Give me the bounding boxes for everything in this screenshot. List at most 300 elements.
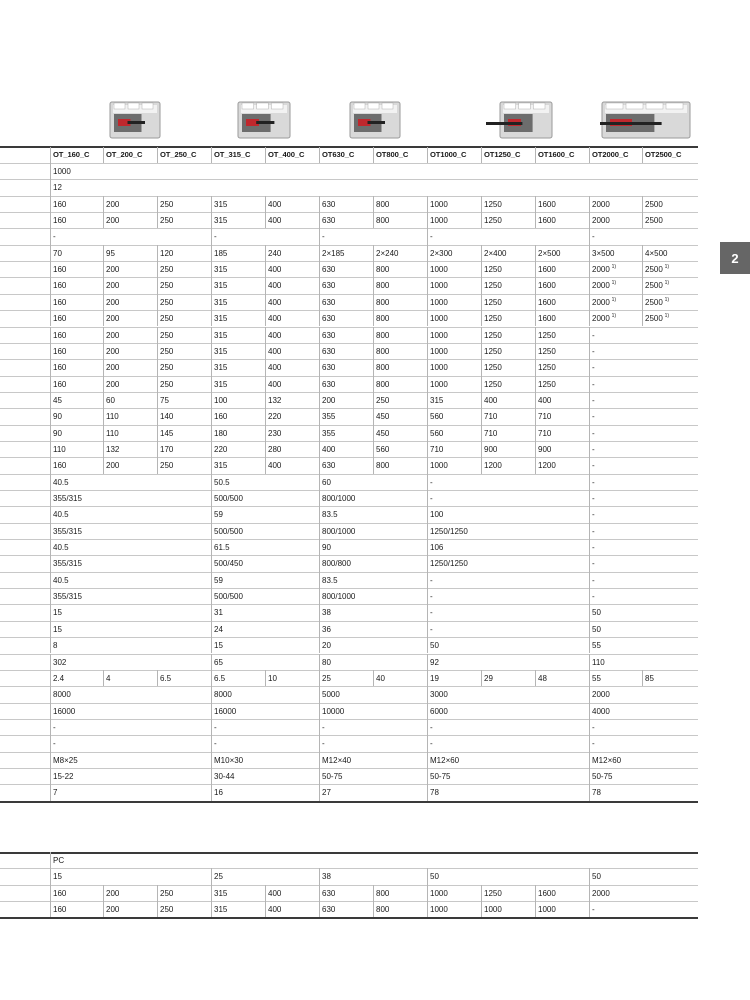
table-cell: -	[430, 739, 433, 749]
column-divider	[589, 752, 590, 768]
table-cell: 27	[322, 788, 331, 798]
table-cell: -	[430, 494, 433, 503]
table-cell: 710	[538, 428, 552, 438]
column-divider	[589, 457, 590, 473]
column-divider	[319, 310, 320, 326]
footnote-mark: 1)	[664, 264, 670, 271]
table-cell: 315	[214, 265, 228, 275]
column-divider	[373, 392, 374, 408]
column-divider	[535, 294, 536, 310]
table-cell: 50	[592, 608, 601, 618]
table-cell: 2000	[592, 888, 610, 898]
column-header: OT630_C	[322, 150, 355, 159]
table-cell: 400	[268, 363, 282, 373]
column-divider	[535, 376, 536, 392]
table-cell: 75	[160, 395, 169, 405]
table-cell: 1250/1250	[430, 526, 468, 536]
table-cell: 50-75	[322, 771, 343, 781]
table-cell: 59	[214, 510, 223, 520]
table-cell: 1000	[430, 888, 448, 898]
table-cell: 160	[53, 346, 67, 356]
table-cell: 2000	[592, 281, 610, 291]
column-divider	[589, 588, 590, 604]
column-header: OT_315_C	[214, 150, 251, 159]
column-divider	[589, 654, 590, 670]
table-cell: 250	[376, 395, 390, 405]
table-cell: 40	[376, 673, 385, 683]
table-cell: M12×60	[430, 755, 460, 765]
column-divider	[50, 277, 51, 293]
table-cell: 110	[106, 412, 119, 422]
column-divider	[319, 588, 320, 604]
column-divider	[481, 245, 482, 261]
column-divider	[211, 523, 212, 539]
table-cell: 1600	[538, 888, 556, 898]
table-cell: 800	[376, 461, 390, 471]
table-cell: 10000	[322, 706, 345, 716]
table-cell: 315	[214, 379, 228, 389]
column-divider	[103, 376, 104, 392]
table-cell: 1250	[484, 297, 502, 307]
column-header: OT_250_C	[160, 150, 197, 159]
table-cell: 200	[106, 346, 120, 356]
column-divider	[589, 376, 590, 392]
table-cell: 560	[430, 428, 444, 438]
column-divider	[427, 572, 428, 588]
column-divider	[319, 294, 320, 310]
table-cell: 2000	[592, 314, 610, 324]
column-divider	[319, 457, 320, 473]
table-cell: 630	[322, 281, 336, 291]
table-cell: 2×500	[538, 248, 561, 258]
column-divider	[481, 901, 482, 917]
column-divider	[481, 441, 482, 457]
column-divider	[373, 277, 374, 293]
column-divider	[427, 457, 428, 473]
column-divider	[157, 327, 158, 343]
table-cell: 50	[592, 624, 601, 634]
column-divider	[50, 784, 51, 800]
column-divider	[319, 245, 320, 261]
table-cell: 200	[106, 297, 120, 307]
column-divider	[50, 490, 51, 506]
table-cell: PC	[53, 856, 65, 865]
column-divider	[319, 572, 320, 588]
column-divider	[50, 327, 51, 343]
column-divider	[211, 490, 212, 506]
table-cell: 90	[53, 428, 62, 438]
column-divider	[319, 703, 320, 719]
column-divider	[319, 359, 320, 375]
column-divider	[50, 621, 51, 637]
column-divider	[157, 408, 158, 424]
column-divider	[50, 539, 51, 555]
table-cell: 1000	[430, 363, 448, 373]
column-divider	[103, 310, 104, 326]
column-divider	[50, 147, 51, 163]
column-divider	[373, 359, 374, 375]
table-cell: 400	[268, 461, 282, 471]
table-cell: M12×60	[592, 755, 622, 765]
column-divider	[50, 163, 51, 179]
table-cell: 355	[322, 428, 336, 438]
column-divider	[157, 376, 158, 392]
table-cell: -	[322, 232, 325, 242]
table-cell: 250	[160, 379, 174, 389]
table-cell: -	[592, 526, 595, 536]
column-divider	[373, 425, 374, 441]
table-cell: 110	[592, 657, 605, 667]
table-cell: 230	[268, 428, 282, 438]
table-cell: -	[430, 592, 433, 602]
table-cell: 16	[214, 788, 223, 798]
column-divider	[373, 310, 374, 326]
table-cell: 2500	[645, 297, 663, 307]
column-divider	[642, 212, 643, 228]
table-cell: 200	[106, 363, 120, 373]
column-divider	[481, 343, 482, 359]
column-divider	[157, 457, 158, 473]
table-cell: -	[430, 608, 433, 618]
table-cell: 630	[322, 461, 336, 471]
column-divider	[319, 261, 320, 277]
table-cell: 160	[53, 297, 67, 307]
column-divider	[373, 261, 374, 277]
table-cell: 1250	[538, 379, 556, 389]
column-divider	[103, 359, 104, 375]
section-tab[interactable]: 2	[720, 242, 750, 274]
row-divider	[0, 163, 698, 164]
column-divider	[211, 343, 212, 359]
column-divider	[265, 277, 266, 293]
column-divider	[535, 408, 536, 424]
column-divider	[589, 506, 590, 522]
column-divider	[481, 408, 482, 424]
column-divider	[50, 179, 51, 195]
column-divider	[427, 735, 428, 751]
footnote-mark: 1)	[611, 280, 617, 287]
column-divider	[535, 901, 536, 917]
column-divider	[265, 294, 266, 310]
column-divider	[319, 408, 320, 424]
table-cell: 1000	[430, 297, 448, 307]
table-cell: 15	[53, 624, 62, 634]
table-cell: 16000	[214, 706, 237, 716]
table-cell: 2500	[645, 281, 663, 291]
table-cell: 106	[430, 543, 444, 553]
table-cell: 70	[53, 248, 62, 258]
column-divider	[589, 901, 590, 917]
column-divider	[642, 147, 643, 163]
table-cell: 630	[322, 199, 336, 209]
table-cell: 400	[268, 216, 282, 226]
column-divider	[265, 885, 266, 901]
column-divider	[50, 376, 51, 392]
column-divider	[535, 245, 536, 261]
column-divider	[373, 196, 374, 212]
table-cell: 1000	[430, 281, 448, 291]
column-divider	[50, 852, 51, 868]
table-cell: 50-75	[430, 771, 451, 781]
table-cell: 50.5	[214, 477, 230, 487]
column-divider	[481, 359, 482, 375]
table-cell: 160	[53, 888, 67, 898]
switch-disconnector-2000-icon	[600, 100, 718, 151]
column-divider	[157, 441, 158, 457]
column-divider	[481, 392, 482, 408]
column-divider	[589, 572, 590, 588]
table-cell: 800	[376, 216, 390, 226]
column-divider	[50, 212, 51, 228]
table-cell: 1250	[484, 888, 502, 898]
column-divider	[427, 294, 428, 310]
column-divider	[481, 327, 482, 343]
column-divider	[211, 506, 212, 522]
column-divider	[319, 868, 320, 884]
column-divider	[427, 885, 428, 901]
table-cell: 1600	[538, 199, 556, 209]
table-cell: 630	[322, 888, 336, 898]
table-cell: 78	[592, 788, 601, 798]
table-cell: 200	[106, 379, 120, 389]
column-divider	[319, 147, 320, 163]
table-cell: 2500	[645, 199, 663, 209]
column-divider	[373, 212, 374, 228]
table-cell: 1250	[484, 281, 502, 291]
table-cell: 1000	[430, 379, 448, 389]
column-divider	[589, 408, 590, 424]
table-cell: 40.5	[53, 543, 69, 553]
column-divider	[589, 474, 590, 490]
table-cell: -	[592, 412, 595, 422]
column-divider	[50, 901, 51, 917]
column-divider	[427, 654, 428, 670]
table-cell: 2.4	[53, 673, 65, 683]
column-divider	[50, 245, 51, 261]
column-divider	[211, 703, 212, 719]
table-bottom-rule	[0, 801, 698, 803]
column-divider	[319, 441, 320, 457]
column-divider	[319, 719, 320, 735]
column-divider	[535, 310, 536, 326]
table-cell: 200	[106, 216, 120, 226]
table-cell: 5000	[322, 690, 340, 700]
table-cell: 60	[322, 477, 331, 487]
switch-disconnector-medium-icon	[236, 100, 318, 151]
column-divider	[642, 196, 643, 212]
column-divider	[211, 212, 212, 228]
column-divider	[211, 784, 212, 800]
table-cell: 1250	[484, 199, 502, 209]
column-divider	[319, 212, 320, 228]
column-divider	[319, 901, 320, 917]
table-cell: -	[592, 575, 595, 585]
table-cell: 15-22	[53, 771, 74, 781]
table-cell: 1000	[430, 330, 448, 340]
column-divider	[319, 654, 320, 670]
table-cell: 1200	[538, 461, 556, 471]
switch-disconnector-1000-icon	[486, 100, 568, 151]
table-cell: 1000	[53, 167, 71, 176]
column-divider	[427, 228, 428, 244]
column-divider	[265, 196, 266, 212]
table-cell: 500/500	[214, 526, 243, 536]
table-cell: 2500	[645, 265, 663, 275]
column-divider	[157, 392, 158, 408]
table-cell: 30-44	[214, 771, 235, 781]
column-divider	[265, 441, 266, 457]
table-cell: 1250	[484, 379, 502, 389]
table-cell: 800	[376, 281, 390, 291]
table-cell: -	[214, 722, 217, 732]
table-cell: 24	[214, 624, 223, 634]
column-divider	[319, 327, 320, 343]
table-cell: 1000	[430, 265, 448, 275]
column-divider	[481, 885, 482, 901]
column-divider	[373, 147, 374, 163]
table-cell: 1000	[430, 199, 448, 209]
table-cell: 2×300	[430, 248, 453, 258]
column-divider	[427, 784, 428, 800]
table-cell: 2000	[592, 216, 610, 226]
column-divider	[157, 294, 158, 310]
column-divider	[535, 425, 536, 441]
table-cell: 1600	[538, 297, 556, 307]
column-divider	[535, 441, 536, 457]
table-cell: -	[592, 395, 595, 405]
table-cell: 1250	[484, 346, 502, 356]
column-divider	[265, 457, 266, 473]
table-cell: 160	[53, 330, 67, 340]
table-cell: 1250	[538, 346, 556, 356]
column-header: OT_160_C	[53, 150, 90, 159]
column-divider	[589, 359, 590, 375]
column-header: OT800_C	[376, 150, 409, 159]
column-divider	[211, 196, 212, 212]
table-cell: 315	[214, 216, 228, 226]
column-divider	[481, 310, 482, 326]
table-cell: 315	[214, 330, 228, 340]
table-cell: 630	[322, 216, 336, 226]
column-divider	[157, 147, 158, 163]
column-divider	[373, 294, 374, 310]
column-divider	[427, 539, 428, 555]
row-divider	[0, 179, 698, 180]
column-divider	[535, 277, 536, 293]
table-cell: -	[592, 905, 595, 915]
footnote-mark: 1)	[611, 264, 617, 271]
column-divider	[535, 392, 536, 408]
table-cell: 400	[484, 395, 498, 405]
table-cell: 180	[214, 428, 228, 438]
table-cell: -	[592, 461, 595, 471]
table-cell: 36	[322, 624, 331, 634]
table-cell: -	[592, 739, 595, 749]
column-divider	[589, 703, 590, 719]
table-cell: 200	[322, 395, 336, 405]
column-divider	[427, 408, 428, 424]
column-divider	[50, 474, 51, 490]
column-divider	[589, 261, 590, 277]
column-divider	[50, 572, 51, 588]
table-cell: 100	[430, 510, 444, 520]
column-divider	[103, 441, 104, 457]
table-cell: 160	[53, 905, 67, 915]
table-cell: 1600	[538, 216, 556, 226]
column-divider	[589, 555, 590, 571]
column-divider	[535, 885, 536, 901]
table-cell: 630	[322, 330, 336, 340]
table-cell: 630	[322, 905, 336, 915]
table-cell: 100	[214, 395, 228, 405]
column-divider	[427, 768, 428, 784]
table-cell: 1000	[430, 461, 448, 471]
footnote-mark: 1)	[611, 296, 617, 303]
table-cell: 450	[376, 412, 390, 422]
column-divider	[50, 506, 51, 522]
column-divider	[642, 261, 643, 277]
table-cell: 60	[106, 395, 115, 405]
table-cell: 315	[214, 905, 228, 915]
table-cell: -	[592, 559, 595, 569]
table-cell: 400	[268, 265, 282, 275]
table-cell: 220	[268, 412, 282, 422]
footnote-mark: 1)	[664, 296, 670, 303]
table-cell: -	[430, 624, 433, 634]
column-divider	[50, 425, 51, 441]
column-divider	[265, 376, 266, 392]
column-divider	[265, 425, 266, 441]
table-cell: -	[430, 232, 433, 242]
table-cell: 83.5	[322, 575, 338, 585]
column-divider	[589, 392, 590, 408]
table-cell: 200	[106, 314, 120, 324]
column-divider	[642, 294, 643, 310]
column-divider	[427, 523, 428, 539]
table-cell: 200	[106, 330, 120, 340]
table-cell: 400	[268, 199, 282, 209]
column-divider	[157, 212, 158, 228]
column-divider	[535, 261, 536, 277]
table-cell: 250	[160, 297, 174, 307]
table-cell: -	[592, 444, 595, 454]
column-divider	[427, 212, 428, 228]
column-divider	[589, 277, 590, 293]
table-cell: 15	[214, 641, 223, 651]
table-cell: 1000	[484, 905, 502, 915]
column-divider	[50, 457, 51, 473]
column-divider	[427, 359, 428, 375]
column-divider	[50, 735, 51, 751]
table-cell: 800	[376, 265, 390, 275]
column-divider	[481, 376, 482, 392]
table-cell: -	[592, 330, 595, 340]
table-cell: 85	[645, 673, 654, 683]
column-divider	[211, 228, 212, 244]
column-divider	[427, 506, 428, 522]
column-divider	[211, 376, 212, 392]
column-divider	[589, 245, 590, 261]
column-divider	[265, 327, 266, 343]
column-divider	[319, 539, 320, 555]
column-divider	[481, 147, 482, 163]
table-cell: 2500	[645, 216, 663, 226]
table-cell: -	[592, 379, 595, 389]
column-divider	[50, 228, 51, 244]
column-divider	[319, 555, 320, 571]
table-cell: 280	[268, 444, 282, 454]
table-cell: 250	[160, 314, 174, 324]
